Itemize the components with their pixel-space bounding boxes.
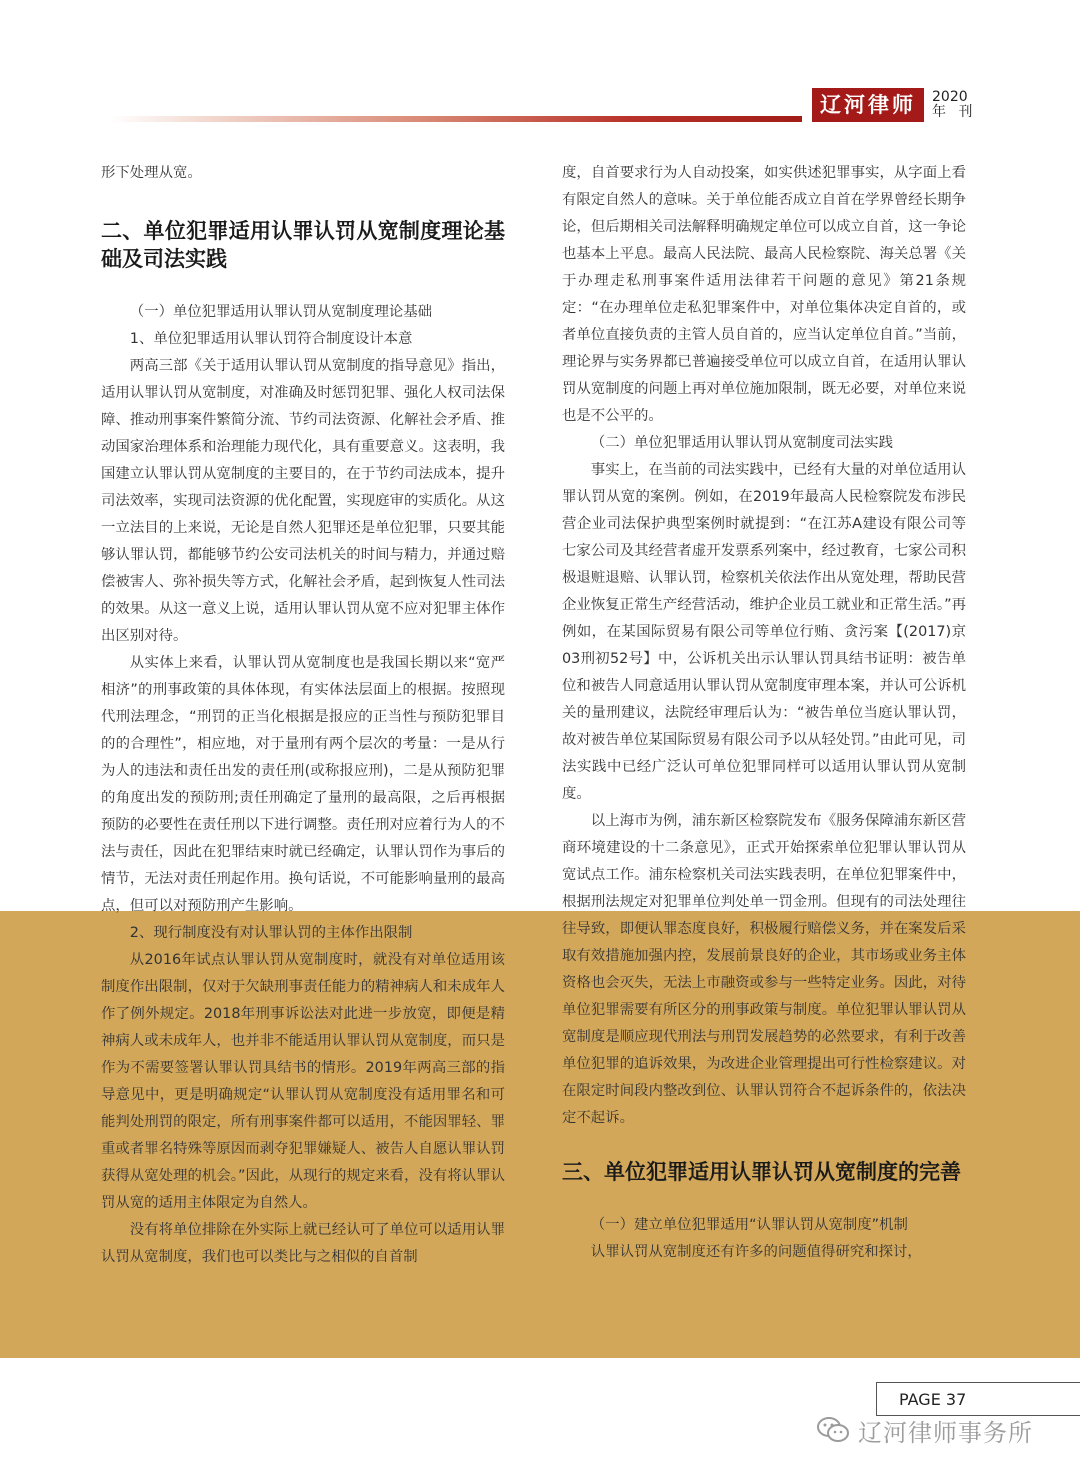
section-heading-3: 三、单位犯罪适用认罪认罚从宽制度的完善 (562, 1160, 961, 1184)
subsection-heading: （一）建立单位犯罪适用“认罪认罚从宽制度”机制 (590, 1217, 908, 1233)
watermark-text: 辽河律师事务所 (858, 1418, 1033, 1447)
year-annual-label: 年 刊 (932, 104, 977, 120)
journal-logo (812, 88, 924, 122)
paragraph: 从实体上来看，认罪认罚从宽制度也是我国长期以来“宽严相济”的刑事政策的具体体现，有实体法层面上的根据。按照现代刑法理念，“刑罚的正当化根据是报应的正当性与预防犯罪目的的合理性”，相应地，对于量刑有两个层次的考量：一是从行为人的违法和责任出发的责任刑(或称报应刑)，二是从预防犯罪的角度出发的预防刑;责任刑确定了量刑的最高限，之后再根据预防的必要性在责任刑以下进行调整。责任刑对应着行为人的不法与责任，因此在犯罪结束时就已经确定，认罪认罚作为事后的情节，无法对责任刑起作用。换句话说，不可能影响量刑的最高点，但可以对预防刑产生影响。 (101, 655, 505, 914)
paragraph: 从2016年试点认罪认罚从宽制度时，就没有对单位适用该制度作出限制，仅对于欠缺刑事责任能力的精神病人和未成年人作了例外规定。2018年刑事诉讼法对此进一步放宽，即便是精神病人或未成年人，也并非不能适用认罪认罚从宽制度，而只是作为不需要签署认罪认罚具结书的情形。2019年两高三部的指导意见中，更是明确规定“认罪认罚从宽制度没有适用罪名和可能判处刑罚的限定，所有刑事案件都可以适用，不能因罪轻、罪重或者罪名特殊等原因而剥夺犯罪嫌疑人、被告人自愿认罪认罚获得从宽处理的机会。”因此，从现行的规定来看，没有将认罪认罚从宽的适用主体限定为自然人。 (101, 952, 505, 1211)
page-number: PAGE 37 (899, 1390, 967, 1409)
year-number: 2020 (932, 89, 968, 105)
paragraph: 形下处理从宽。 (101, 165, 202, 181)
header-gradient-rule (110, 116, 802, 122)
paragraph: 两高三部《关于适用认罪认罚从宽制度的指导意见》指出，适用认罪认罚从宽制度，对准确及时惩罚犯罪、强化人权司法保障、推动刑事案件繁简分流、节约司法资源、化解社会矛盾、推动国家治理体系和治理能力现代化，具有重要意义。这表明，我国建立认罪认罚从宽制度的主要目的，在于节约司法成本，提升司法效率，实现司法资源的优化配置，实现庭审的实质化。从这一立法目的上来说，无论是自然人犯罪还是单位犯罪，只要其能够认罪认罚，都能够节约公安司法机关的时间与精力，并通过赔偿被害人、弥补损失等方式，化解社会矛盾，起到恢复人性司法的效果。从这一意义上说，适用认罪认罚从宽不应对犯罪主体作出区别对待。 (101, 358, 505, 644)
paragraph: 事实上，在当前的司法实践中，已经有大量的对单位适用认罪认罚从宽的案例。例如，在2019年最高人民检察院发布涉民营企业司法保护典型案例时就提到：“在江苏A建设有限公司等七家公司及其经营者虚开发票系列案中，经过教育，七家公司积极退赃退赔、认罪认罚，检察机关依法作出从宽处理，帮助民营企业恢复正常生产经营活动，维护企业员工就业和正常生活。”再例如，在某国际贸易有限公司等单位行贿、贪污案【(2017)京03刑初52号】中，公诉机关出示认罪认罚具结书证明：被告单位和被告人同意适用认罪认罚从宽制度审理本案，并认可公诉机关的量刑建议，法院经审理后认为：“被告单位当庭认罪认罚，故对被告单位某国际贸易有限公司予以从轻处罚。”由此可见，司法实践中已经广泛认可单位犯罪同样可以适用认罪认罚从宽制度。 (562, 462, 966, 802)
journal-logo-text: 辽河律师 (820, 92, 916, 117)
paragraph: 以上海市为例，浦东新区检察院发布《服务保障浦东新区营商环境建设的十二条意见》，正式开始探索单位犯罪认罪认罚从宽试点工作。浦东检察机关司法实践表明，在单位犯罪案件中，根据刑法规定对犯罪单位判处单一罚金刑。但现有的司法处理往往导致，即便认罪态度良好，积极履行赔偿义务，并在案发后采取有效措施加强内控，发展前景良好的企业，其市场或业务主体资格也会灭失，无法上市融资或参与一些特定业务。因此，对待单位犯罪需要有所区分的刑事政策与制度。单位犯罪认罪认罚从宽制度是顺应现代刑法与刑罚发展趋势的必然要求，有利于改善单位犯罪的追诉效果，为改进企业管理提出可行性检察建议。对在限定时间段内整改到位、认罪认罚符合不起诉条件的，依法决定不起诉。 (562, 813, 966, 1126)
subsection-heading: （二）单位犯罪适用认罪认罚从宽制度司法实践 (590, 435, 894, 451)
subsection-heading: （一）单位犯罪适用认罪认罚从宽制度理论基础 (129, 304, 433, 320)
subsection-heading: 2、现行制度没有对认罪认罚的主体作出限制 (129, 925, 413, 941)
paragraph: 度，自首要求行为人自动投案，如实供述犯罪事实，从字面上看有限定自然人的意味。关于单位能否成立自首在学界曾经长期争论，但后期相关司法解释明确规定单位可以成立自首，这一争论也基本上平息。最高人民法院、最高人民检察院、海关总署《关于办理走私刑事案件适用法律若干问题的意见》第21条规定：“在办理单位走私犯罪案件中，对单位集体决定自首的，或者单位直接负责的主管人员自首的，应当认定单位自首。”当前，理论界与实务界都已普遍接受单位可以成立自首，在适用认罪认罚从宽制度的问题上再对单位施加限制，既无必要，对单位来说也是不公平的。 (562, 165, 966, 424)
wechat-icon (816, 1415, 850, 1445)
wechat-watermark (816, 1412, 1033, 1448)
page-number-box (876, 1382, 1080, 1416)
paragraph: 认罪认罚从宽制度还有许多的问题值得研究和探讨， (590, 1244, 922, 1260)
subsection-heading: 1、单位犯罪适用认罪认罚符合制度设计本意 (129, 331, 413, 347)
journal-year (932, 90, 976, 120)
right-column (562, 160, 966, 1266)
left-column (101, 160, 505, 1271)
paragraph: 没有将单位排除在外实际上就已经认可了单位可以适用认罪认罚从宽制度，我们也可以类比与之相似的自首制 (101, 1222, 505, 1265)
section-heading-2: 二、单位犯罪适用认罪认罚从宽制度理论基础及司法实践 (101, 219, 505, 271)
